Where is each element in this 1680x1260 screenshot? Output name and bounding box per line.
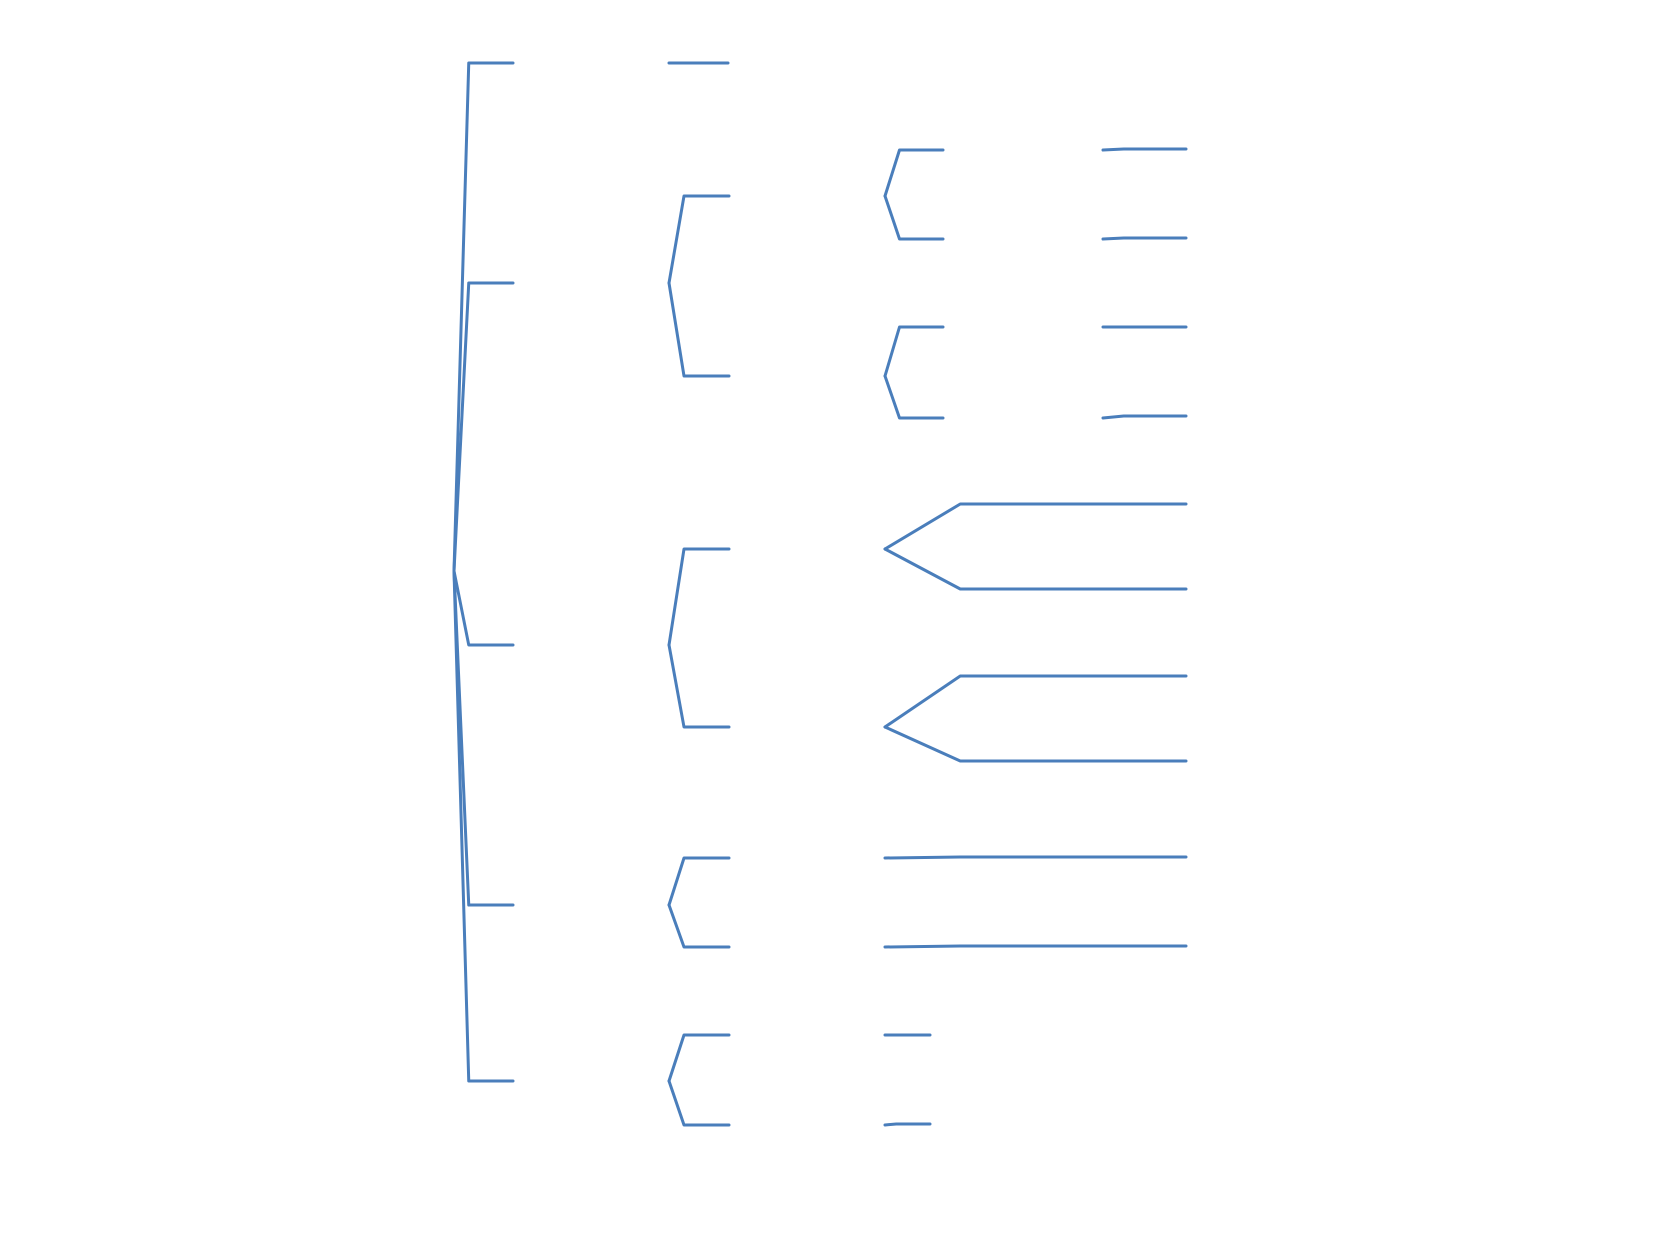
connector-t_neopren-to-res_pattex (885, 1124, 930, 1125)
connector-neopren_manschette-to-nm_trilaminat (885, 327, 943, 376)
connector-tasche-to-t_trilaminat (669, 1035, 729, 1081)
connector-lr_trilaminat-to-res_aquasure_2k (885, 946, 1186, 947)
connector-feld_neopren-to-res_neoprenkleber (885, 727, 1186, 761)
connector-manschette_tauschen-to-neopren_manschette (669, 283, 729, 376)
connector-root-to-manschette_feld (454, 571, 513, 645)
connector-root-to-manschette_tauschen (454, 283, 513, 571)
connector-neopren_manschette-to-nm_neoprenanzug (885, 376, 943, 418)
connector-manschette_feld-to-feld_latex (669, 549, 729, 645)
connector-lm_trilaminat-to-res_sc2 (1103, 238, 1186, 239)
connector-feld_neopren-to-res_flicken_pattex2 (885, 676, 1186, 727)
connector-tasche-to-t_neopren (669, 1081, 729, 1125)
connector-latex_manschette-to-lm_trilaminat (885, 196, 943, 239)
connector-manschette_tauschen-to-latex_manschette (669, 196, 729, 283)
connector-loch_riss-to-lr_neopren (669, 858, 729, 905)
connector-lr_neopren-to-res_sikaflex2 (885, 857, 1186, 858)
connector-root-to-tasche (454, 571, 513, 1081)
connector-nm_neoprenanzug-to-res_pattex_pu (1103, 416, 1186, 418)
connector-feld_latex-to-res_flicken_pattex1 (885, 504, 1186, 549)
connector-lm_neoprenanzug-to-res_sc1 (1103, 149, 1186, 150)
connector-feld_latex-to-res_aquasure (885, 549, 1186, 589)
connector-latex_manschette-to-lm_neoprenanzug (885, 150, 943, 196)
connector-loch_riss-to-lr_trilaminat (669, 905, 729, 947)
connector-manschette_feld-to-feld_neopren (669, 645, 729, 727)
connector-root-to-loch_riss (454, 571, 513, 905)
connector-root-to-naht (454, 63, 513, 571)
